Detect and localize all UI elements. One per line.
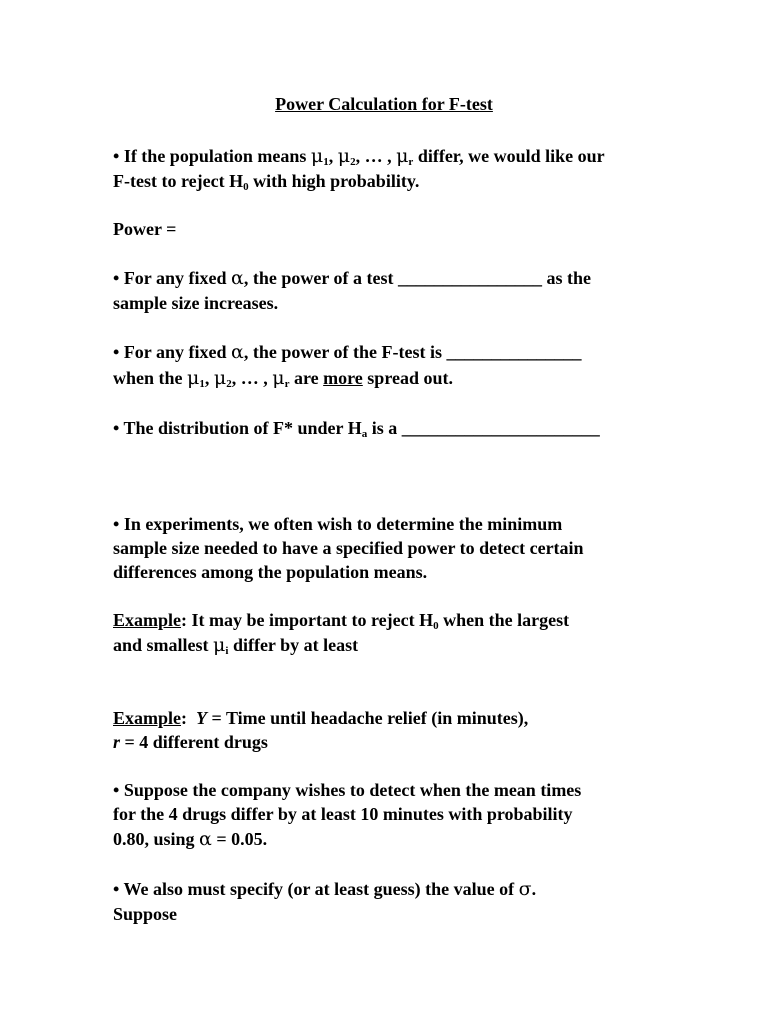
subscript: 2	[350, 156, 356, 168]
paragraph-company-line2: for the 4 drugs differ by at least 10 minutes with probability	[113, 804, 573, 824]
paragraph-experiments	[113, 512, 562, 536]
subscript: 1	[199, 378, 205, 390]
power-label: Power =	[113, 219, 177, 239]
text: and smallest	[113, 635, 209, 655]
blank-line: ________________	[397, 268, 542, 288]
text: with high probability.	[253, 171, 420, 191]
paragraph-company	[113, 778, 581, 802]
subscript: r	[408, 156, 414, 168]
subscript: 2	[226, 378, 232, 390]
paragraph-fixed-alpha-1-line2: sample size increases.	[113, 293, 279, 313]
paragraph-distribution	[113, 416, 600, 440]
text: If the population means	[123, 146, 307, 166]
paragraph-population-means-line2	[113, 169, 419, 193]
paragraph-company-line3	[113, 827, 267, 851]
subscript: i	[225, 645, 229, 657]
text: For any fixed	[123, 342, 227, 362]
bullet: •	[113, 418, 120, 438]
example-1-line2	[113, 633, 358, 657]
text: are	[293, 368, 319, 388]
blank-line: ______________________	[401, 418, 600, 438]
example-2	[113, 706, 528, 730]
mu-symbol: μ	[337, 145, 351, 167]
bullet: •	[113, 268, 120, 288]
text: is a	[371, 418, 398, 438]
paragraph-experiments-line2: sample size needed to have a specified power to detect certain	[113, 538, 584, 558]
emphasis-more: more	[323, 368, 363, 388]
variable-y: Y	[196, 708, 208, 728]
text: = 4 different drugs	[124, 732, 268, 752]
paragraph-experiments-line3: differences among the population means.	[113, 562, 428, 582]
text: The distribution of F* under H	[123, 418, 362, 438]
subscript: 0	[433, 620, 439, 632]
bullet: •	[113, 146, 120, 166]
text: , the power of the F-test is	[243, 342, 442, 362]
text: as the	[546, 268, 591, 288]
paragraph-population-means	[113, 144, 605, 168]
text: : It may be important to reject H	[181, 610, 434, 630]
subscript: a	[361, 428, 368, 440]
ellipsis: , … ,	[231, 368, 268, 388]
example-label: Example	[113, 610, 182, 630]
text: spread out.	[367, 368, 453, 388]
paragraph-sigma	[113, 877, 536, 901]
subscript: 1	[323, 156, 329, 168]
mu-symbol: μ	[213, 367, 227, 389]
subscript: r	[284, 378, 290, 390]
example-2-line2	[113, 730, 268, 754]
bullet: •	[113, 342, 120, 362]
text: = 0.05.	[216, 829, 268, 849]
bullet: •	[113, 514, 120, 534]
text: = Time until headache relief (in minutes),	[211, 708, 529, 728]
mu-symbol: μ	[396, 145, 409, 167]
alpha-symbol: α	[199, 828, 212, 850]
alpha-symbol: α	[230, 341, 244, 363]
mu-symbol: μ	[187, 367, 200, 389]
text: For any fixed	[123, 268, 227, 288]
page-title: Power Calculation for F-test	[275, 94, 493, 114]
example-1	[113, 608, 569, 632]
example-label: Example	[113, 708, 182, 728]
text: , the power of a test	[243, 268, 394, 288]
text: F-test to reject H	[113, 171, 244, 191]
mu-symbol: μ	[272, 367, 285, 389]
comma: ,	[204, 368, 210, 388]
text: when the	[113, 368, 183, 388]
period: .	[531, 879, 537, 899]
mu-symbol: μ	[213, 634, 226, 656]
paragraph-fixed-alpha-2	[113, 340, 581, 364]
paragraph-fixed-alpha-1	[113, 266, 591, 290]
subscript: 0	[243, 181, 249, 193]
colon: :	[181, 708, 188, 728]
mu-symbol: μ	[310, 145, 324, 167]
blank-line: _______________	[446, 342, 582, 362]
bullet: •	[113, 879, 120, 899]
variable-r: r	[113, 732, 121, 752]
text: when the largest	[443, 610, 570, 630]
alpha-symbol: α	[230, 267, 244, 289]
paragraph-sigma-line2: Suppose	[113, 904, 178, 924]
text: In experiments, we often wish to determine the minimum	[123, 514, 563, 534]
sigma-symbol: σ	[518, 878, 532, 900]
text: 0.80, using	[113, 829, 195, 849]
text: differ, we would like our	[417, 146, 605, 166]
bullet: •	[113, 780, 120, 800]
comma: ,	[328, 146, 334, 166]
paragraph-fixed-alpha-2-line2	[113, 366, 453, 390]
text: We also must specify (or at least guess) the value of	[123, 879, 515, 899]
text: differ by at least	[232, 635, 359, 655]
ellipsis: , … ,	[355, 146, 392, 166]
text: Suppose the company wishes to detect when the mean times	[123, 780, 582, 800]
